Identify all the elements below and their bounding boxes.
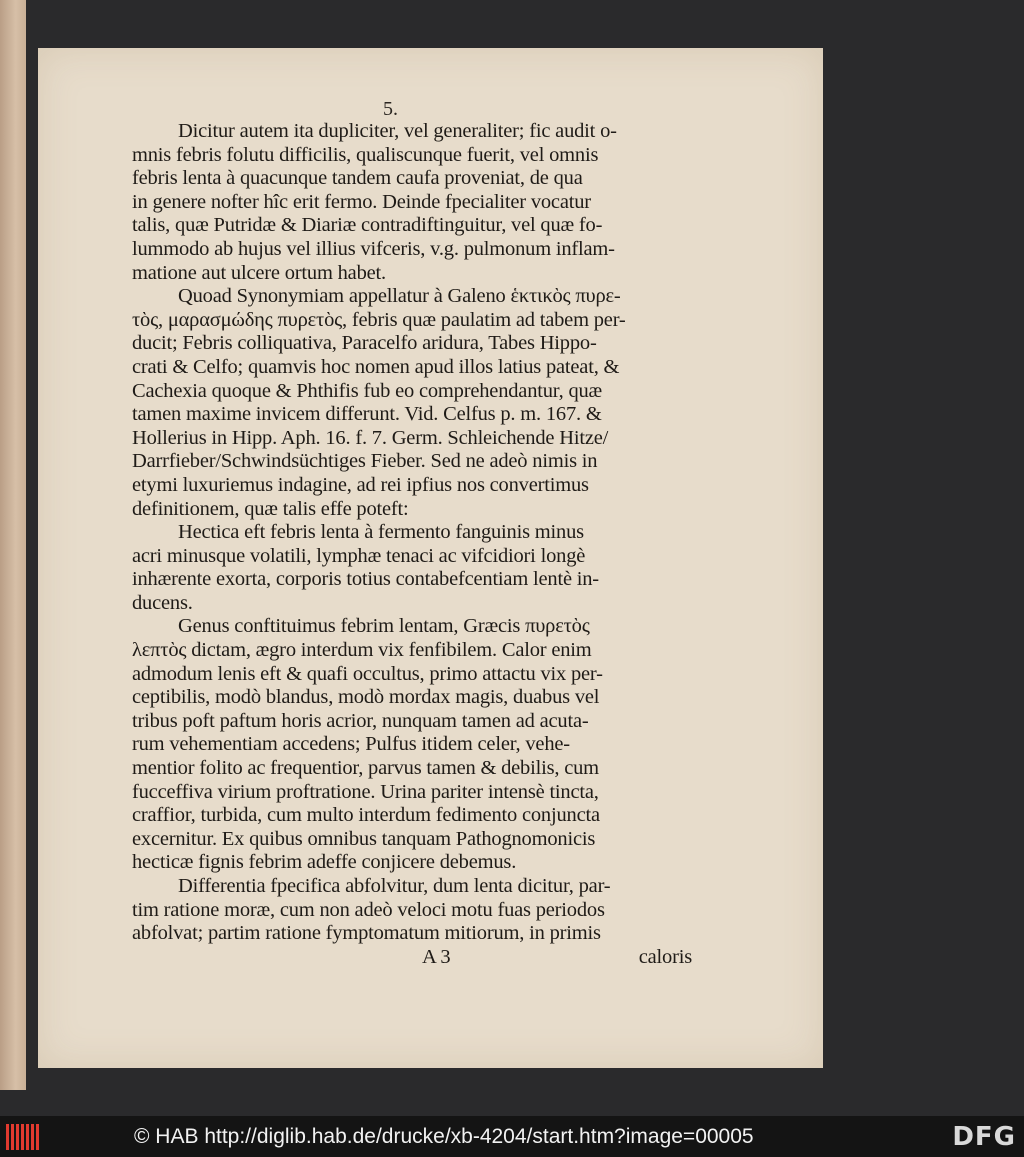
catchword: caloris bbox=[638, 945, 692, 968]
adjacent-page-edge bbox=[0, 0, 26, 1090]
text-line: ducit; Febris colliquativa, Paracelfo aridura, Tabes Hippo- bbox=[132, 332, 597, 355]
text-line: etymi luxuriemus indagine, ad rei ipfius nos convertimus bbox=[132, 473, 589, 496]
text-line: mnis febris folutu difficilis, qualiscunque fuerit, vel omnis bbox=[132, 143, 599, 166]
text-line: in genere nofter hîc erit fermo. Deinde fpecialiter vocatur bbox=[132, 190, 591, 213]
text-line: tribus poft paftum horis acrior, nunquam tamen ad acuta- bbox=[132, 709, 589, 732]
text-line: Genus conftituimus febrim lentam, Græcis πυρετὸς bbox=[178, 615, 590, 638]
hab-logo-icon bbox=[6, 1122, 42, 1152]
book-page bbox=[38, 48, 823, 1068]
text-line: crati & Celfo; quamvis hoc nomen apud illos latius pateat, & bbox=[132, 355, 620, 378]
text-line: τὸς, μαρασμώδης πυρετὸς, febris quæ paulatim ad tabem per- bbox=[132, 308, 626, 331]
text-line: Hollerius in Hipp. Aph. 16. f. 7. Germ. Schleichende Hitze/ bbox=[132, 426, 609, 449]
text-line: Quoad Synonymiam appellatur à Galeno ἑκτικὸς πυρε- bbox=[178, 285, 621, 308]
text-line: Cachexia quoque & Phthifis fub eo comprehendantur, quæ bbox=[132, 379, 603, 402]
text-line: λεπτὸς dictam, ægro interdum vix fenfibilem. Calor enim bbox=[132, 639, 592, 662]
text-line: Dicitur autem ita dupliciter, vel generaliter; fic audit o- bbox=[178, 120, 617, 142]
copyright-url[interactable]: © HAB http://diglib.hab.de/drucke/xb-4204/start.htm?image=00005 bbox=[134, 1124, 754, 1148]
dfg-logo-icon: DFG bbox=[952, 1122, 1016, 1152]
text-line: tamen maxime invicem differunt. Vid. Celfus p. m. 167. & bbox=[132, 403, 602, 426]
text-line: ceptibilis, modò blandus, modò mordax magis, duabus vel bbox=[132, 686, 600, 709]
signature-row bbox=[132, 946, 692, 970]
text-line: matione aut ulcere ortum habet. bbox=[132, 261, 386, 284]
text-line: craffior, turbida, cum multo interdum fedimento conjuncta bbox=[132, 804, 600, 827]
text-line: admodum lenis eft & quafi occultus, primo attactu vix per- bbox=[132, 662, 603, 685]
footer-bar bbox=[0, 1116, 1024, 1157]
text-line: febris lenta à quacunque tandem caufa proveniat, de qua bbox=[132, 167, 583, 190]
text-line: definitionem, quæ talis effe poteft: bbox=[132, 497, 409, 520]
text-line: fucceffiva virium proftratione. Urina pariter intensè tincta, bbox=[132, 780, 599, 803]
text-line: lummodo ab hujus vel illius vifceris, v.g. pulmonum inflam- bbox=[132, 237, 615, 260]
text-line: hecticæ fignis febrim adeffe conjicere debemus. bbox=[132, 851, 517, 874]
text-line: rum vehementiam accedens; Pulfus itidem celer, vehe- bbox=[132, 733, 570, 756]
text-line: Hectica eft febris lenta à fermento fanguinis minus bbox=[178, 521, 584, 544]
page-number: 5. bbox=[383, 98, 398, 120]
text-line: talis, quæ Putridæ & Diariæ contradiftinguitur, vel quæ fo- bbox=[132, 214, 603, 237]
text-line: excernitur. Ex quibus omnibus tanquam Pathognomonicis bbox=[132, 827, 596, 850]
text-line: ducens. bbox=[132, 591, 193, 614]
text-line: abfolvat; partim ratione fymptomatum mitiorum, in primis bbox=[132, 922, 601, 945]
text-line: inhærente exorta, corporis totius contabefcentiam lentè in- bbox=[132, 568, 599, 591]
text-line: Differentia fpecifica abfolvitur, dum lenta dicitur, par- bbox=[178, 875, 611, 897]
signature-mark: A 3 bbox=[422, 945, 451, 968]
text-line: tim ratione moræ, cum non adeò veloci motu fuas periodos bbox=[132, 898, 605, 921]
body-text bbox=[132, 120, 692, 969]
text-line: Darrfieber/Schwindsüchtiges Fieber. Sed ne adeò nimis in bbox=[132, 450, 598, 473]
text-line: acri minusque volatili, lymphæ tenaci ac vifcidiori longè bbox=[132, 544, 586, 567]
text-line: mentior folito ac frequentior, parvus tamen & debilis, cum bbox=[132, 757, 599, 780]
